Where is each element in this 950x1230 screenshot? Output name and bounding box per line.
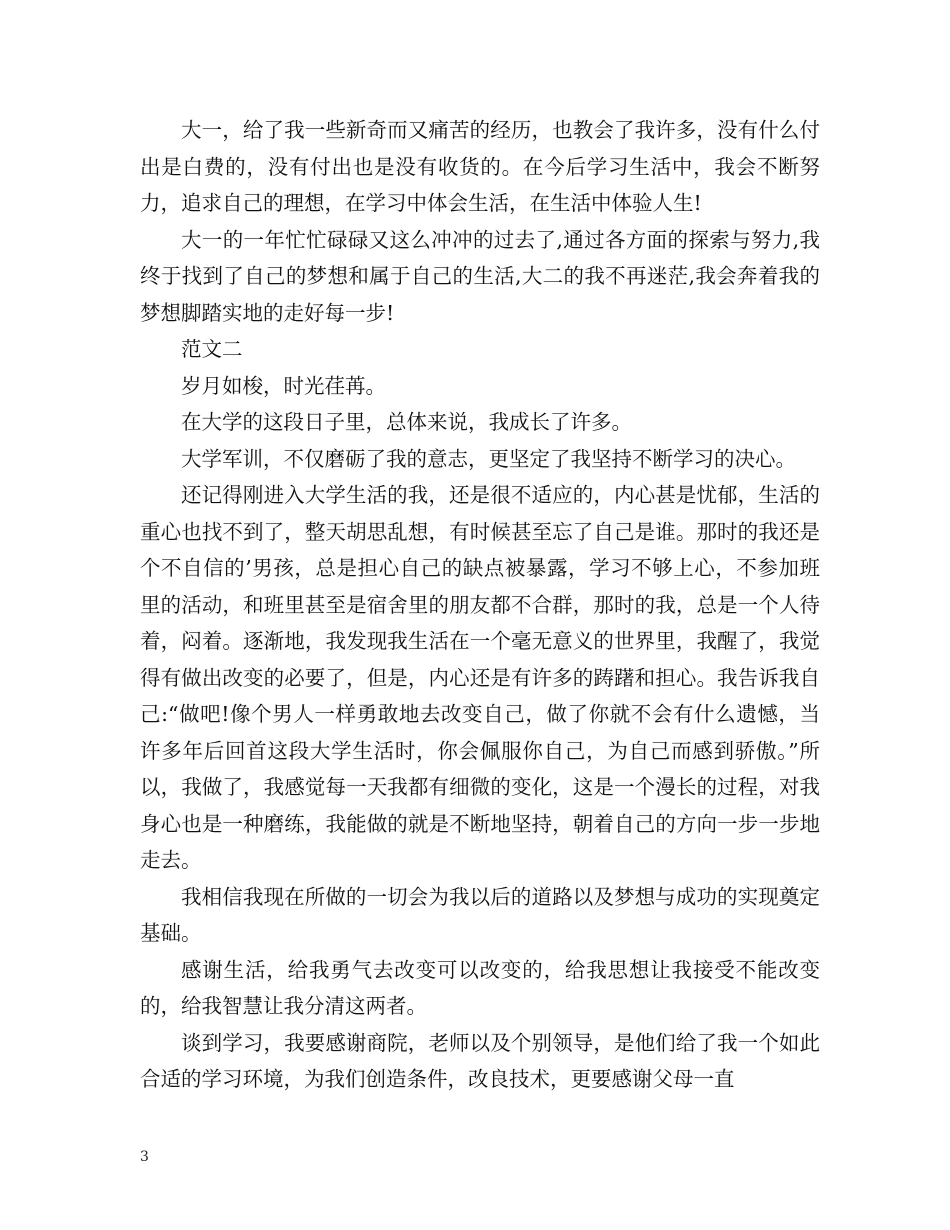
paragraph: 在大学的这段日子里，总体来说，我成长了许多。	[181, 410, 632, 434]
paragraph: 大一的一年忙忙碌碌又这么冲冲的过去了,通过各方面的探索与努力,我终于找到了自己的梦想和属于自己的生活,大二的我不再迷茫,我会奔着我的梦想脚踏实地的走好每一步!	[140, 227, 820, 325]
page-number: 3	[140, 1149, 149, 1165]
paragraph: 我相信我现在所做的一切会为我以后的道路以及梦想与成功的实现奠定基础。	[140, 884, 820, 945]
paragraph: 感谢生活，给我勇气去改变可以改变的，给我思想让我接受不能改变的，给我智慧让我分清这两者。	[140, 957, 820, 1018]
paragraph: 大一，给了我一些新奇而又痛苦的经历，也教会了我许多，没有什么付出是白费的，没有付出也是没有收货的。在今后学习生活中，我会不断努力，追求自己的理想，在学习中体会生活，在生活中体验人生!	[140, 118, 820, 215]
paragraph: 谈到学习，我要感谢商院，老师以及个别领导，是他们给了我一个如此合适的学习环境，为我们创造条件，改良技术，更要感谢父母一直	[140, 1030, 820, 1091]
section-heading: 范文二	[181, 337, 243, 361]
document-body	[140, 112, 820, 1098]
paragraph: 岁月如梭，时光荏苒。	[181, 373, 386, 398]
paragraph: 大学军训，不仅磨砺了我的意志，更坚定了我坚持不断学习的决心。	[181, 446, 796, 471]
paragraph: 还记得刚进入大学生活的我，还是很不适应的，内心甚是忧郁，生活的重心也找不到了，整天胡思乱想，有时候甚至忘了自己是谁。那时的我还是个不自信的’男孩，总是担心自己的缺点被暴露，学习不够上心，不参加班里的活动，和班里甚至是宿舍里的朋友都不合群，那时的我，总是一个人待着，闷着。逐渐地，我发现我生活在一个毫无意义的世界里，我醒了，我觉得有做出改变的必要了，但是，内心还是有许多的踌躇和担心。我告诉我自己:“做吧!像个男人一样勇敢地去改变自己，做了你就不会有什么遗憾，当许多年后回首这段大学生活时，你会佩服你自己，为自己而感到骄傲。”所以，我做了，我感觉每一天我都有细微的变化，这是一个漫长的过程，对我身心也是一种磨练，我能做的就是不断地坚持，朝着自己的方向一步一步地走去。	[140, 483, 820, 872]
